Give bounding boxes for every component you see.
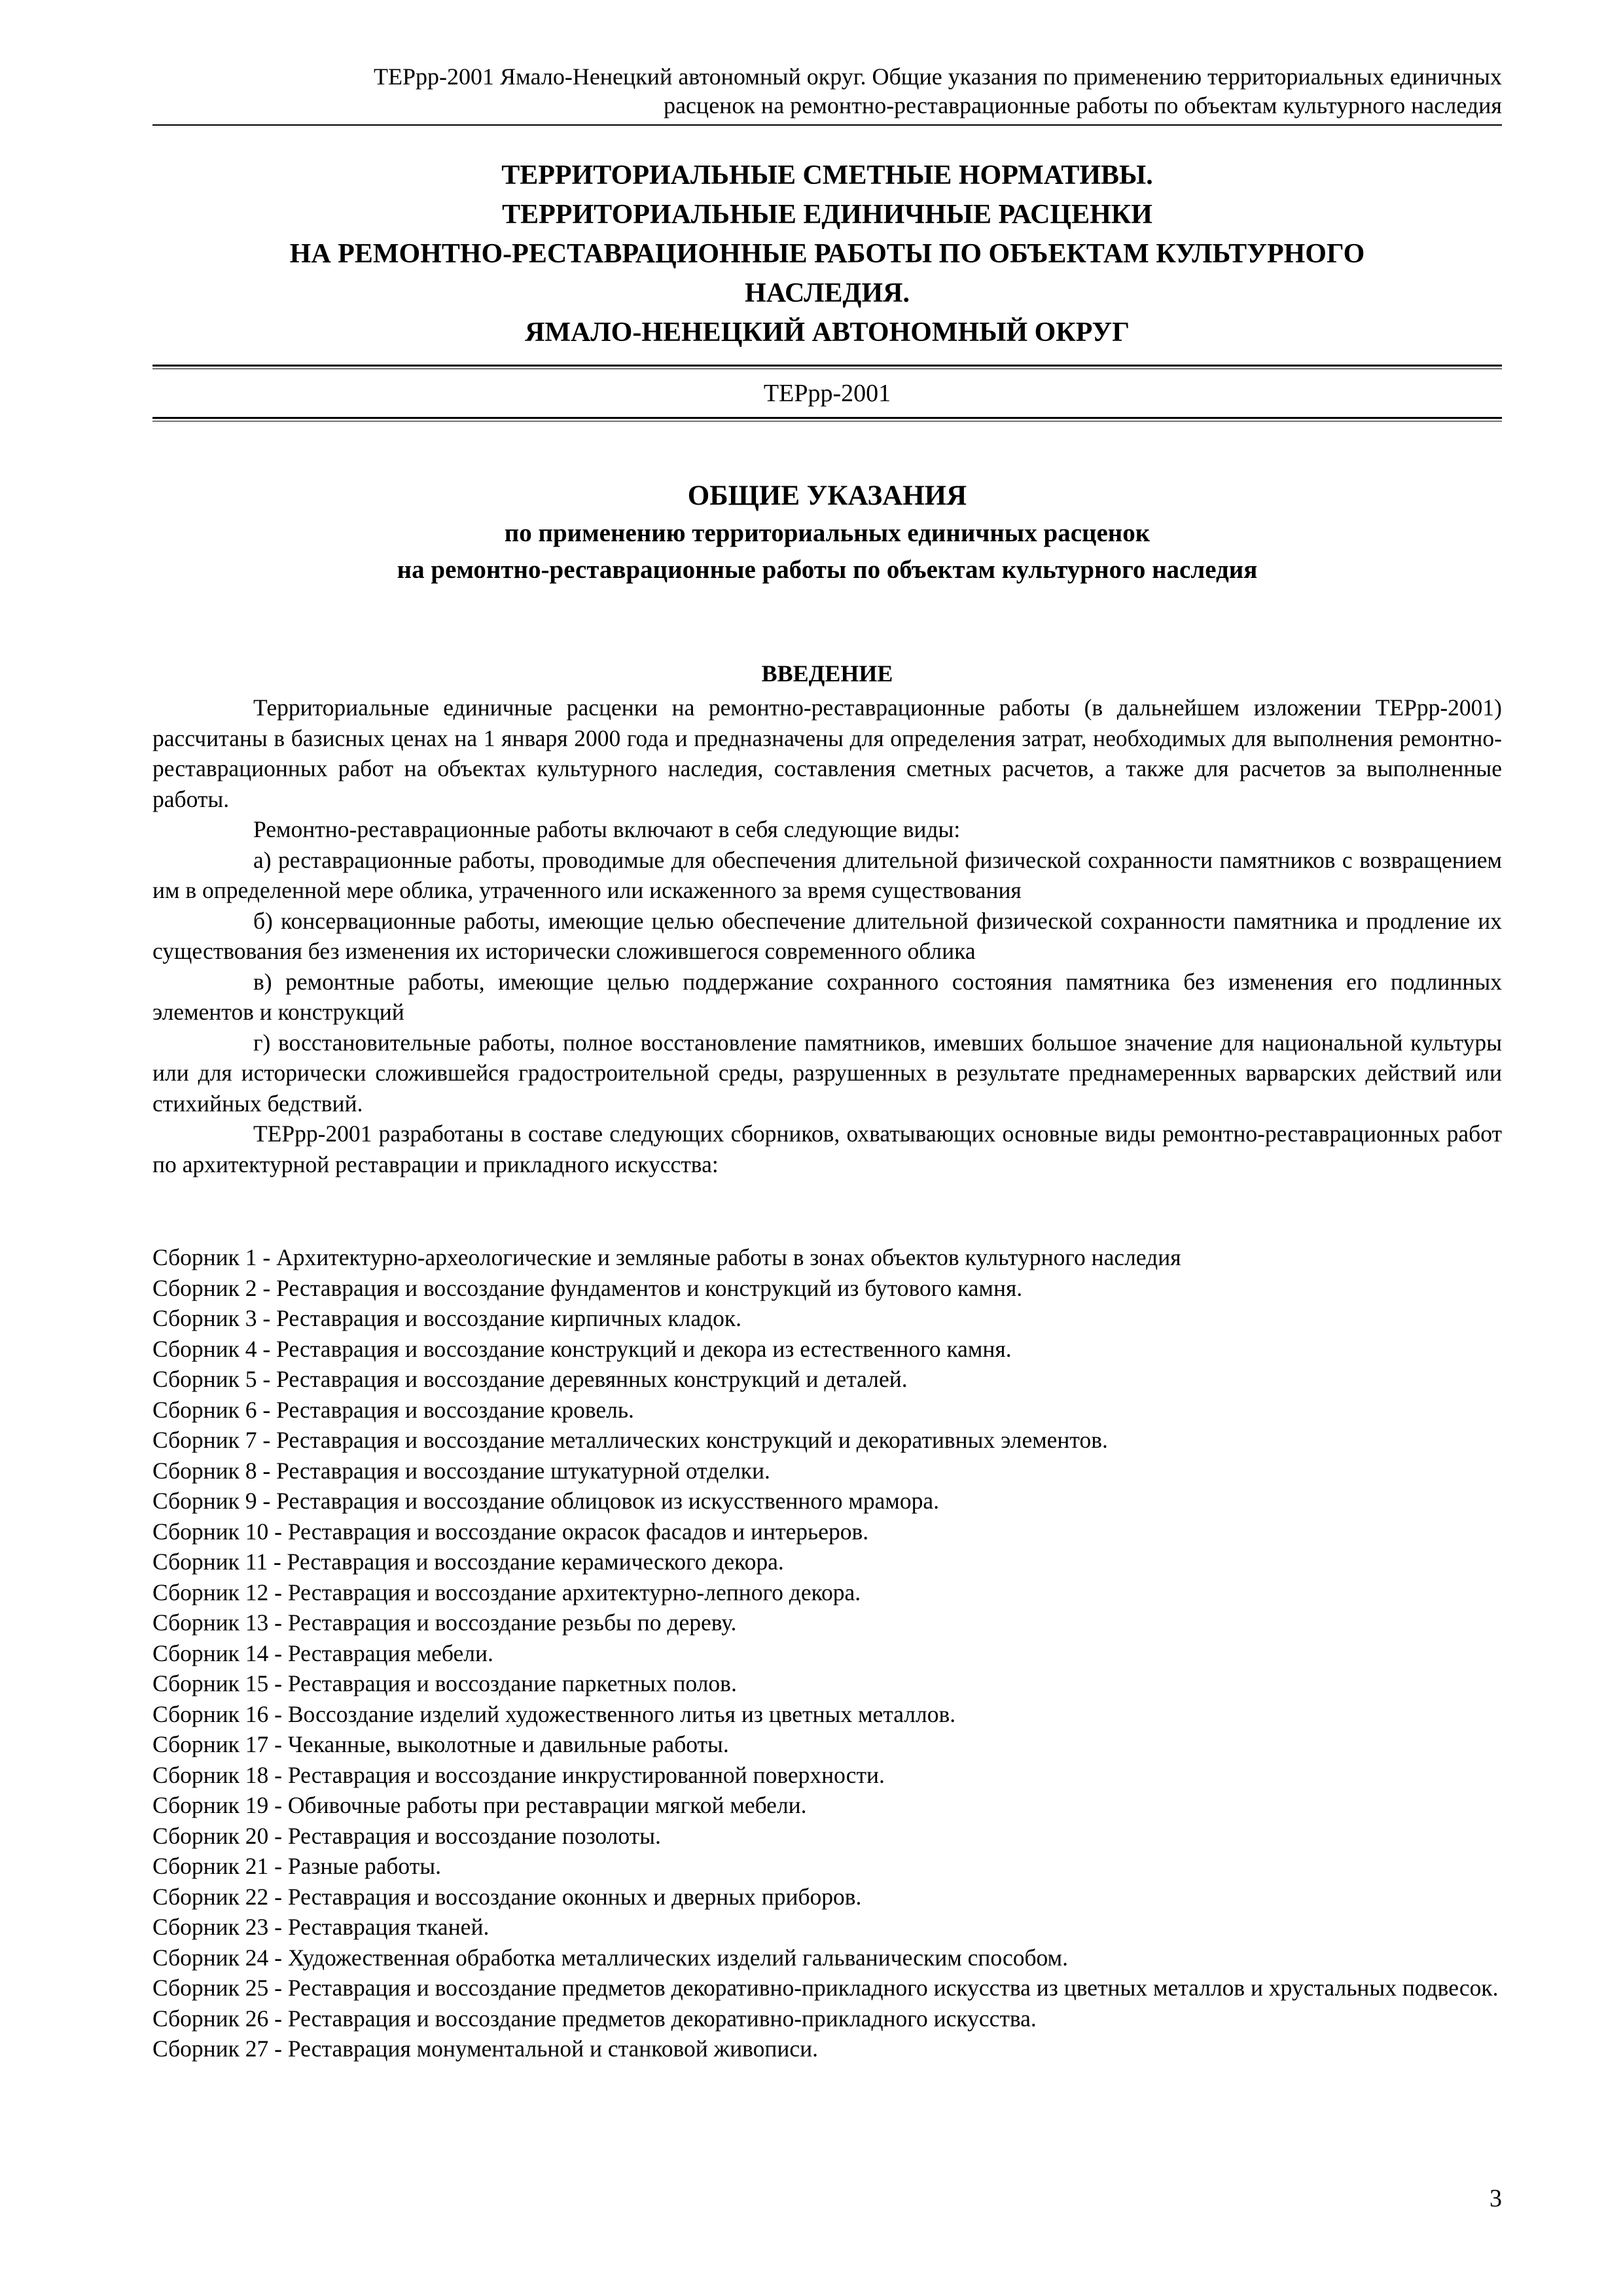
intro-paragraph: в) ремонтные работы, имеющие целью поддержание сохранного состояния памятника без изменения его подлинных элементов и конструкций bbox=[152, 968, 1502, 1025]
collection-item: Сборник 12 - Реставрация и воссоздание архитектурно-лепного декора. bbox=[152, 1579, 861, 1605]
running-header-line-2: расценок на ремонтно-реставрационные работы по объектам культурного наследия bbox=[663, 92, 1502, 118]
collection-item: Сборник 24 - Художественная обработка металлических изделий гальваническим способом. bbox=[152, 1944, 1068, 1971]
collection-item: Сборник 26 - Реставрация и воссоздание предметов декоративно-прикладного искусства. bbox=[152, 2005, 1037, 2032]
collection-item: Сборник 20 - Реставрация и воссоздание позолоты. bbox=[152, 1822, 661, 1849]
title-line-4: НАСЛЕДИЯ. bbox=[745, 278, 910, 308]
subtitle-line-1: по применению территориальных единичных расценок bbox=[504, 519, 1150, 547]
collection-item: Сборник 3 - Реставрация и воссоздание кирпичных кладок. bbox=[152, 1305, 742, 1331]
intro-paragraph: г) восстановительные работы, полное восстановление памятников, имевших большое значение для национальной культуры или для исторически сложившейся градостроительной среды, разрушенных в результате преднамеренных варварских действий или стихийных бедствий. bbox=[152, 1029, 1502, 1117]
collection-item: Сборник 23 - Реставрация тканей. bbox=[152, 1914, 490, 1940]
title-line-3: НА РЕМОНТНО-РЕСТАВРАЦИОННЫЕ РАБОТЫ ПО ОБЪЕКТАМ КУЛЬТУРНОГО bbox=[289, 239, 1365, 269]
intro-paragraph: Ремонтно-реставрационные работы включают в себя следующие виды: bbox=[253, 816, 961, 842]
document-title bbox=[152, 156, 1502, 352]
collection-item: Сборник 5 - Реставрация и воссоздание деревянных конструкций и деталей. bbox=[152, 1366, 908, 1392]
collection-item: Сборник 16 - Воссоздание изделий художественного литья из цветных металлов. bbox=[152, 1700, 956, 1727]
collection-item: Сборник 17 - Чеканные, выколотные и давильные работы. bbox=[152, 1731, 729, 1757]
intro-paragraph: ТЕРрр-2001 разработаны в составе следующих сборников, охватывающих основные виды ремонтно-реставрационных работ по архитектурной реставрации и прикладного искусства: bbox=[152, 1121, 1502, 1177]
page-number: 3 bbox=[1489, 2185, 1502, 2212]
collection-item: Сборник 8 - Реставрация и воссоздание штукатурной отделки. bbox=[152, 1457, 770, 1484]
collection-item: Сборник 25 - Реставрация и воссоздание предметов декоративно-прикладного искусства из цветных металлов и хрустальных подвесок. bbox=[152, 1975, 1499, 2001]
collection-item: Сборник 18 - Реставрация и воссоздание инкрустированной поверхности. bbox=[152, 1761, 885, 1788]
general-instructions-title: ОБЩИЕ УКАЗАНИЯ bbox=[687, 480, 967, 511]
title-line-5: ЯМАЛО-НЕНЕЦКИЙ АВТОНОМНЫЙ ОКРУГ bbox=[525, 317, 1130, 348]
collection-item: Сборник 22 - Реставрация и воссоздание оконных и дверных приборов. bbox=[152, 1883, 862, 1910]
introduction-heading: ВВЕДЕНИЕ bbox=[761, 660, 893, 687]
collection-item: Сборник 21 - Разные работы. bbox=[152, 1853, 441, 1879]
title-line-1: ТЕРРИТОРИАЛЬНЫЕ СМЕТНЫЕ НОРМАТИВЫ. bbox=[501, 160, 1153, 190]
subtitle-line-2: на ремонтно-реставрационные работы по объектам культурного наследия bbox=[397, 556, 1258, 584]
intro-paragraph: Территориальные единичные расценки на ремонтно-реставрационные работы (в дальнейшем изложении ТЕРрр-2001) рассчитаны в базисных ценах на 1 января 2000 года и предназначены для определения затрат, необходимых для выполнения ремонтно-реставрационных работ на объектах культурного наследия, составления сметных расчетов, а также для расчетов за выполненные работы. bbox=[152, 694, 1502, 812]
collection-item: Сборник 13 - Реставрация и воссоздание резьбы по дереву. bbox=[152, 1609, 737, 1636]
collection-item: Сборник 1 - Архитектурно-археологические и земляные работы в зонах объектов культурного наследия bbox=[152, 1244, 1181, 1270]
code-rule-top bbox=[152, 365, 1502, 369]
general-instructions-subtitle bbox=[152, 515, 1502, 588]
introduction-body bbox=[152, 692, 1502, 1179]
intro-paragraph: б) консервационные работы, имеющие целью обеспечение длительной физической сохранности памятника и продление их существования без изменения их исторически сложившегося современного облика bbox=[152, 907, 1502, 964]
running-header-line-1: ТЕРрр-2001 Ямало-Ненецкий автономный округ. Общие указания по применению территориальных единичных bbox=[374, 63, 1502, 90]
collection-item: Сборник 6 - Реставрация и воссоздание кровель. bbox=[152, 1396, 634, 1423]
collection-item: Сборник 14 - Реставрация мебели. bbox=[152, 1640, 493, 1666]
collection-item: Сборник 10 - Реставрация и воссоздание окрасок фасадов и интерьеров. bbox=[152, 1518, 869, 1545]
running-header bbox=[152, 62, 1502, 120]
collection-item: Сборник 9 - Реставрация и воссоздание облицовок из искусственного мрамора. bbox=[152, 1488, 939, 1514]
collection-item: Сборник 11 - Реставрация и воссоздание керамического декора. bbox=[152, 1549, 784, 1575]
header-rule bbox=[152, 124, 1502, 126]
title-line-2: ТЕРРИТОРИАЛЬНЫЕ ЕДИНИЧНЫЕ РАСЦЕНКИ bbox=[502, 200, 1152, 230]
collection-item: Сборник 27 - Реставрация монументальной и станковой живописи. bbox=[152, 2036, 819, 2062]
collections-list bbox=[152, 1242, 1502, 2064]
code-rule-bottom bbox=[152, 417, 1502, 422]
document-code: ТЕРрр-2001 bbox=[763, 380, 891, 407]
collection-item: Сборник 19 - Обивочные работы при реставрации мягкой мебели. bbox=[152, 1792, 807, 1818]
collection-item: Сборник 4 - Реставрация и воссоздание конструкций и декора из естественного камня. bbox=[152, 1335, 1012, 1362]
intro-paragraph: а) реставрационные работы, проводимые для обеспечения длительной физической сохранности памятников с возвращением им в определенной мере облика, утраченного или искаженного за время существования bbox=[152, 846, 1502, 903]
collection-item: Сборник 15 - Реставрация и воссоздание паркетных полов. bbox=[152, 1670, 737, 1696]
collection-item: Сборник 2 - Реставрация и воссоздание фундаментов и конструкций из бутового камня. bbox=[152, 1274, 1023, 1301]
collection-item: Сборник 7 - Реставрация и воссоздание металлических конструкций и декоративных элементов. bbox=[152, 1427, 1108, 1453]
